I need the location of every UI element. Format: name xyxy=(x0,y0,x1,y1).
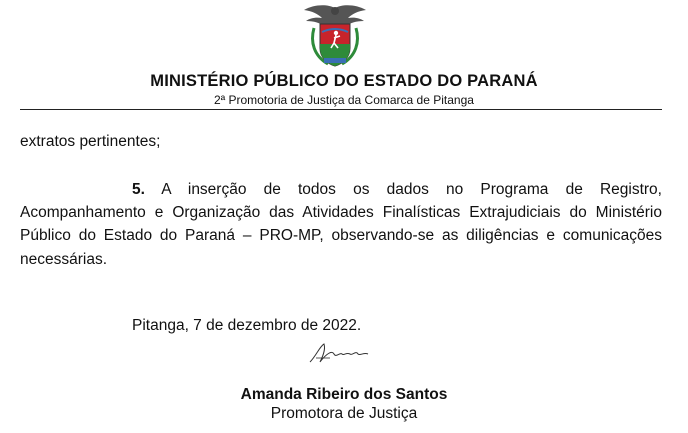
signer-name: Amanda Ribeiro dos Santos xyxy=(240,386,448,403)
signer-title: Promotora de Justiça xyxy=(270,405,418,422)
organization-name: MINISTÉRIO PÚBLICO DO ESTADO DO PARANÁ xyxy=(150,72,538,90)
item-number: 5. xyxy=(132,181,145,198)
paragraph-continuation: extratos pertinentes; xyxy=(20,133,161,150)
header-divider xyxy=(20,109,662,110)
item-text: A inserção de todos os dados no Programa de Registro, Acompanhamento e Organização das Atividades Finalísticas Extrajudiciais do Ministério Público do Estado do Paraná – PRO-MP, observando-se as diligências e comunicações necessárias. xyxy=(20,181,662,268)
place-date: Pitanga, 7 de dezembro de 2022. xyxy=(132,317,362,334)
coat-of-arms-emblem xyxy=(300,2,370,72)
handwritten-signature xyxy=(306,336,392,368)
department-name: 2ª Promotoria de Justiça da Comarca de Pitanga xyxy=(214,93,474,107)
numbered-paragraph xyxy=(20,178,662,271)
